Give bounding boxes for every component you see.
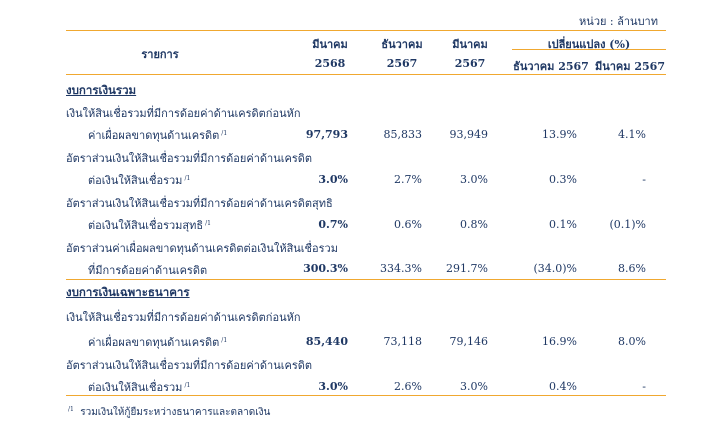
change-vs-mar: - — [642, 173, 646, 186]
value-mar2567: 93,949 — [449, 128, 488, 141]
row-label-line1: อัตราส่วนค่าเผื่อผลขาดทุนด้านเครดิตต่อเงินให้สินเชื่อรวม — [66, 242, 338, 255]
value-mar2567: 3.0% — [460, 173, 488, 186]
value-mar2568: 3.0% — [318, 173, 348, 186]
footnote-ref: /1 — [205, 220, 211, 227]
change-vs-mar: 8.6% — [618, 262, 646, 275]
header-top-rule — [66, 30, 666, 31]
header-col2-year: 2567 — [386, 57, 418, 70]
value-dec2567: 0.6% — [394, 218, 422, 231]
footnote-ref: /1 — [221, 337, 228, 344]
table-bottom-rule — [66, 395, 666, 396]
change-vs-dec: 0.3% — [549, 173, 577, 186]
change-vs-dec: 0.4% — [549, 380, 577, 393]
change-vs-mar: 8.0% — [618, 335, 646, 348]
row-label-line1: เงินให้สินเชื่อรวมที่มีการด้อยค่าด้านเครดิตก่อนหัก — [66, 107, 301, 120]
footnote-ref: /1 — [184, 175, 191, 182]
row-label-line1: เงินให้สินเชื่อรวมที่มีการด้อยค่าด้านเครดิตก่อนหัก — [66, 311, 301, 324]
value-dec2567: 334.3% — [380, 262, 422, 275]
row-label-line1: อัตราส่วนเงินให้สินเชื่อรวมที่มีการด้อยค่าด้านเครดิต — [66, 152, 313, 165]
change-vs-mar: - — [642, 380, 646, 393]
row-label-line2: ค่าเผื่อผลขาดทุนด้านเครดิต $^{/1}$ — [88, 129, 228, 142]
change-vs-dec: (34.0)% — [533, 262, 577, 275]
value-mar2568: 85,440 — [305, 335, 348, 348]
change-vs-dec: 16.9% — [542, 335, 577, 348]
value-mar2567: 3.0% — [460, 380, 488, 393]
footnote-text: รวมเงินให้กู้ยืมระหว่างธนาคารและตลาดเงิน — [80, 407, 271, 418]
header-change-vs-mar: มีนาคม 2567 — [594, 60, 665, 73]
row-label-line2: ต่อเงินให้สินเชื่อรวมสุทธิ $^{/1}$ — [88, 219, 211, 232]
value-dec2567: 2.7% — [394, 173, 422, 186]
value-dec2567: 2.6% — [394, 380, 422, 393]
header-col3-month: มีนาคม — [452, 38, 488, 51]
value-mar2568: 0.7% — [318, 218, 348, 231]
change-vs-mar: 4.1% — [618, 128, 646, 141]
section-divider — [66, 279, 666, 280]
value-mar2568: 97,793 — [305, 128, 348, 141]
value-dec2567: 73,118 — [383, 335, 422, 348]
row-label-line2: ต่อเงินให้สินเชื่อรวม $^{/1}$ — [88, 381, 191, 394]
section-title-consolidated: งบการเงินรวม — [66, 83, 137, 97]
header-col3-year: 2567 — [454, 57, 486, 70]
header-col1-year: 2568 — [314, 57, 346, 70]
row-label-line2: ต่อเงินให้สินเชื่อรวม $^{/1}$ — [88, 174, 191, 187]
value-mar2567: 0.8% — [460, 218, 488, 231]
row-label-line1: อัตราส่วนเงินให้สินเชื่อรวมที่มีการด้อยค่าด้านเครดิต — [66, 359, 313, 372]
value-mar2567: 79,146 — [449, 335, 488, 348]
section-title-bank-only: งบการเงินเฉพาะธนาคาร — [66, 285, 190, 299]
row-label-line2: ค่าเผื่อผลขาดทุนด้านเครดิต $^{/1}$ — [88, 336, 228, 349]
change-vs-dec: 13.9% — [542, 128, 577, 141]
change-vs-dec: 0.1% — [549, 218, 577, 231]
header-item: รายการ — [141, 48, 179, 61]
footnote-ref: /1 — [184, 382, 191, 389]
footnote-mark: /1 — [68, 406, 74, 413]
footnote-ref: /1 — [221, 130, 228, 137]
change-vs-mar: (0.1)% — [609, 218, 646, 231]
header-change-vs-dec: ธันวาคม 2567 — [513, 60, 589, 73]
value-mar2568: 3.0% — [318, 380, 348, 393]
header-col1-month: มีนาคม — [312, 38, 348, 51]
unit-label: หน่วย : ล้านบาท — [579, 15, 658, 28]
row-label-line1: อัตราส่วนเงินให้สินเชื่อรวมที่มีการด้อยค่าด้านเครดิตสุทธิ — [66, 197, 333, 210]
footnote — [66, 405, 270, 420]
value-mar2567: 291.7% — [446, 262, 488, 275]
header-col2-month: ธันวาคม — [381, 38, 423, 51]
value-mar2568: 300.3% — [303, 262, 348, 275]
header-change-title: เปลี่ยนแปลง (%) — [547, 38, 631, 51]
row-label-line2: ที่มีการด้อยค่าด้านเครดิต — [88, 264, 208, 277]
value-dec2567: 85,833 — [383, 128, 422, 141]
